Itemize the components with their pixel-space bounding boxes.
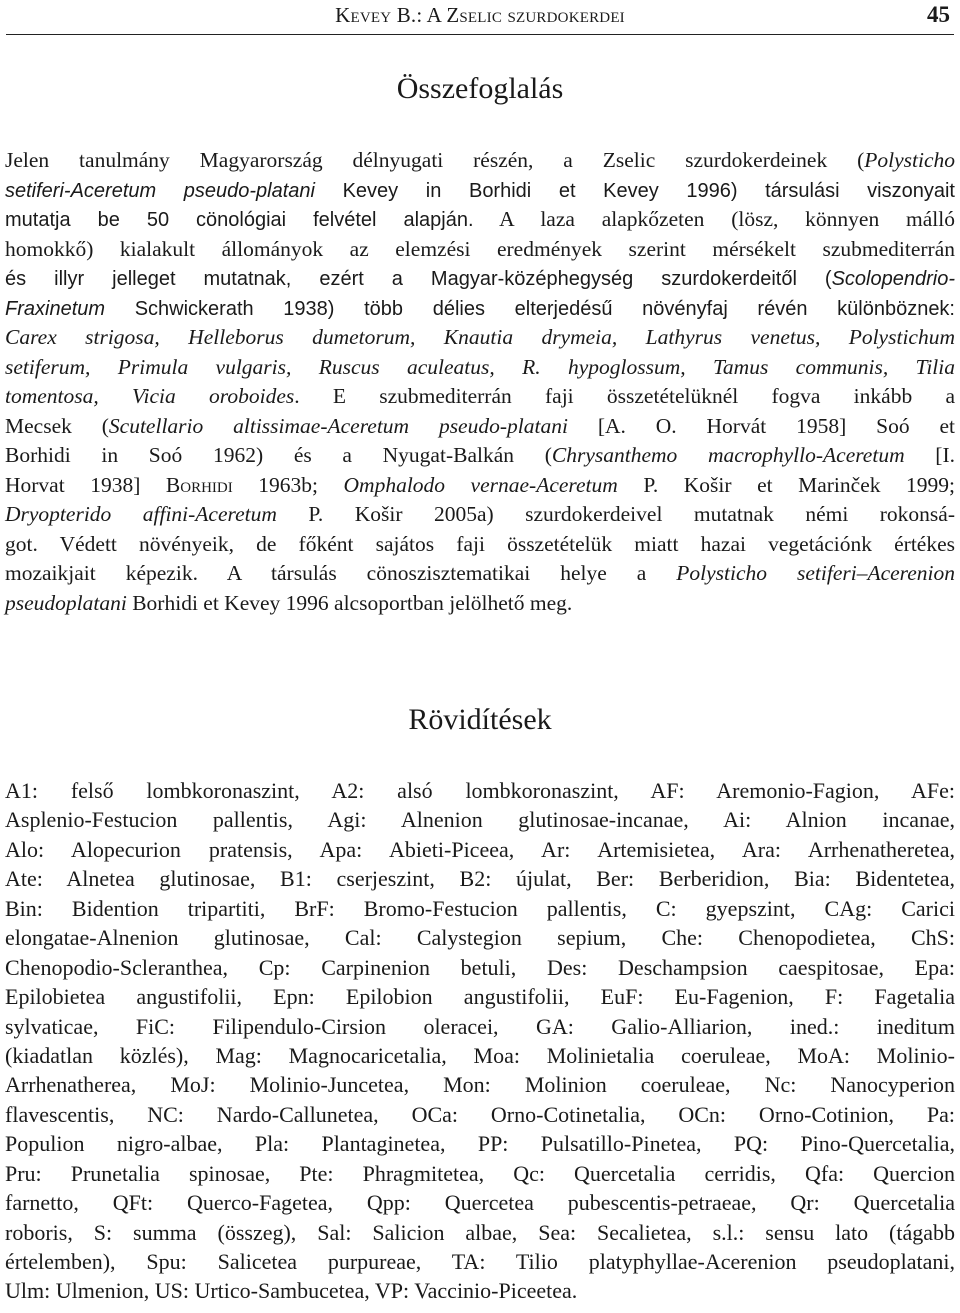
abbreviations-heading: Rövidítések <box>408 703 552 736</box>
summary-line <box>5 294 955 324</box>
summary-text: és illyr jelleget mutatnak, ezért a Magyar-középhegység szurdokerdeitől ( <box>5 268 832 290</box>
summary-line <box>5 264 955 294</box>
abbreviations-paragraph <box>5 776 955 1306</box>
taxon-name: Scolopendrio- <box>831 268 955 290</box>
summary-text: mozaikjait képezik. A társulás cönoszisztematikai helye a <box>5 561 677 585</box>
summary-line <box>5 412 955 442</box>
abbreviation-line: Epilobietea angustifolii, Epn: Epilobion angustifolii, EuF: Eu-Fagenion, F: Fagetalia <box>5 984 955 1010</box>
abbreviation-line: Populion nigro-albae, Pla: Plantaginetea, PP: Pulsatillo-Pinetea, PQ: Pino-Quercetalia, <box>5 1131 955 1157</box>
taxon-name: pseudoplatani <box>5 590 127 615</box>
summary-line <box>5 559 955 589</box>
summary-line <box>5 530 955 560</box>
abbreviation-line: farnetto, QFt: Querco-Fagetea, Qpp: Quercetea pubescentis-petraeae, Qr: Quercetalia <box>5 1190 955 1216</box>
abbreviation-line: értelemben), Spu: Salicetea purpureae, TA: Tilio platyphyllae-Acerenion pseudoplatani, <box>5 1249 955 1274</box>
abbreviation-line: Asplenio-Festucion pallentis, Agi: Alnenion glutinosae-incanae, Ai: Alnion incanae, <box>5 807 955 833</box>
summary-line <box>5 353 955 383</box>
summary-line <box>5 176 955 206</box>
taxon-name: Polysticho setiferi–Acerenion <box>676 561 956 585</box>
summary-text: Mecsek ( <box>5 413 109 438</box>
abbreviation-line: A1: felső lombkoronaszint, A2: alsó lombkoronaszint, AF: Aremonio-Fagion, AFe: <box>5 778 955 803</box>
summary-line <box>5 382 955 412</box>
taxon-name: tomentosa, Vicia oroboides <box>5 384 295 408</box>
summary-line <box>5 441 955 471</box>
abbreviation-line: roboris, S: summa (összeg), Sal: Salicion albae, Sea: Secalietea, s.l.: sensu lato (tágabb <box>5 1219 955 1245</box>
abbreviation-line: Pru: Prunetalia spinosae, Pte: Phragmitetea, Qc: Quercetalia cerridis, Qfa: Quercion <box>5 1160 955 1186</box>
summary-text: Borhidi <box>165 472 233 497</box>
summary-text: Kevey in Borhidi et Kevey 1996) társulási viszonyait <box>314 179 955 202</box>
summary-text: . E szubmediterrán faji összetételüknél fogva inkább a <box>294 384 955 408</box>
summary-text: [A. O. Horvát 1958] Soó et <box>567 413 955 438</box>
summary-text: mutatja be 50 cönológiai felvétel alapján. <box>5 209 474 231</box>
summary-line <box>5 589 955 619</box>
abbreviation-line: Bin: Bidention tripartiti, BrF: Bromo-Festucion pallentis, C: gyepszint, CAg: Carici <box>5 895 955 921</box>
summary-text: A laza alapkőzeten (lösz, könnyen málló <box>473 207 956 231</box>
summary-line <box>5 235 955 265</box>
summary-heading: Összefoglalás <box>396 72 564 105</box>
summary-text: Jelen tanulmány Magyarország délnyugati részén, a Zselic szurdokerdeinek ( <box>5 148 865 172</box>
summary-text: Borhidi in Soó 1962) és a Nyugat-Balkán ( <box>5 443 552 467</box>
taxon-name: Omphalodo vernae-Aceretum <box>343 472 618 497</box>
abbreviation-line: Alo: Alopecurion pratensis, Apa: Abieti-Piceea, Ar: Artemisietea, Ara: Arrhenatheretea, <box>5 836 955 862</box>
running-header <box>6 0 954 35</box>
summary-text: [I. <box>904 443 955 467</box>
abbreviation-line: Chenopodio-Scleranthea, Cp: Carpinenion betuli, Des: Deschampsion caespitosae, Epa: <box>5 954 955 980</box>
abbreviation-line: elongatae-Alnenion glutinosae, Cal: Calystegion sepium, Che: Chenopodietea, ChS: <box>5 925 955 951</box>
abbreviation-line: Ulm: Ulmenion, US: Urtico-Sambucetea, VP: Vaccinio-Piceetea. <box>5 1278 578 1304</box>
summary-line <box>5 500 955 530</box>
taxon-name: Carex strigosa, Helleborus dumetorum, Knautia drymeia, Lathyrus venetus, Polystichum <box>5 325 955 349</box>
summary-text: homokkő) kialakult állományok az elemzési eredmények szerint mérsékelt szubmediterrán <box>5 236 955 261</box>
taxon-name: setiferum, Primula vulgaris, Ruscus aculeatus, R. hypoglossum, Tamus communis, Tilia <box>5 354 955 379</box>
summary-text: Horvat 1938] <box>5 472 166 497</box>
summary-text: P. Košir et Marinček 1999; <box>617 472 955 497</box>
abbreviation-line: Arrhenatherea, MoJ: Molinio-Juncetea, Mon: Molinion coeruleae, Nc: Nanocyperion <box>5 1072 955 1098</box>
taxon-name: Polysticho <box>864 148 955 172</box>
summary-text: got. Védett növényeik, de főként sajátos faji összetételük miatt hazai vegetációnk értékes <box>5 531 955 556</box>
summary-text: 1963b; <box>232 472 344 497</box>
running-title: Kevey B.: A Zselic szurdokerdei <box>335 3 625 27</box>
abbreviation-line: Ate: Alnetea glutinosae, B1: cserjeszint, B2: újulat, Ber: Berberidion, Bia: Bidentetea, <box>5 866 955 892</box>
summary-line <box>5 205 955 235</box>
abbreviation-line: flavescentis, NC: Nardo-Callunetea, OCa: Orno-Cotinetalia, OCn: Orno-Cotinion, Pa: <box>5 1101 955 1127</box>
abbreviation-line: sylvaticae, FiC: Filipendulo-Cirsion oleracei, GA: Galio-Alliarion, ined.: ineditum <box>5 1013 955 1039</box>
taxon-name: Chrysanthemo macrophyllo-Aceretum <box>551 443 905 467</box>
summary-paragraph <box>5 146 955 618</box>
abbreviation-line: (kiadatlan közlés), Mag: Magnocaricetalia, Moa: Molinietalia coeruleae, MoA: Molinio- <box>5 1042 955 1068</box>
summary-line <box>5 323 955 353</box>
taxon-name: Scutellario altissimae-Aceretum pseudo-platani <box>108 413 568 438</box>
taxon-name: Dryopterido affini-Aceretum <box>5 502 277 526</box>
taxon-name: Fraxinetum <box>5 297 106 320</box>
summary-text: P. Košir 2005a) szurdokerdeivel mutatnak némi rokonsá- <box>276 502 955 526</box>
page-number: 45 <box>927 2 950 27</box>
summary-text: Schwickerath 1938) több délies elterjedésű növényfaj révén különböznek: <box>105 297 955 320</box>
summary-line <box>5 146 955 176</box>
taxon-name: setiferi-Aceretum pseudo-platani <box>5 179 315 202</box>
summary-line <box>5 471 955 501</box>
summary-text: Borhidi et Kevey 1996 alcsoportban jelölhető meg. <box>126 590 573 615</box>
